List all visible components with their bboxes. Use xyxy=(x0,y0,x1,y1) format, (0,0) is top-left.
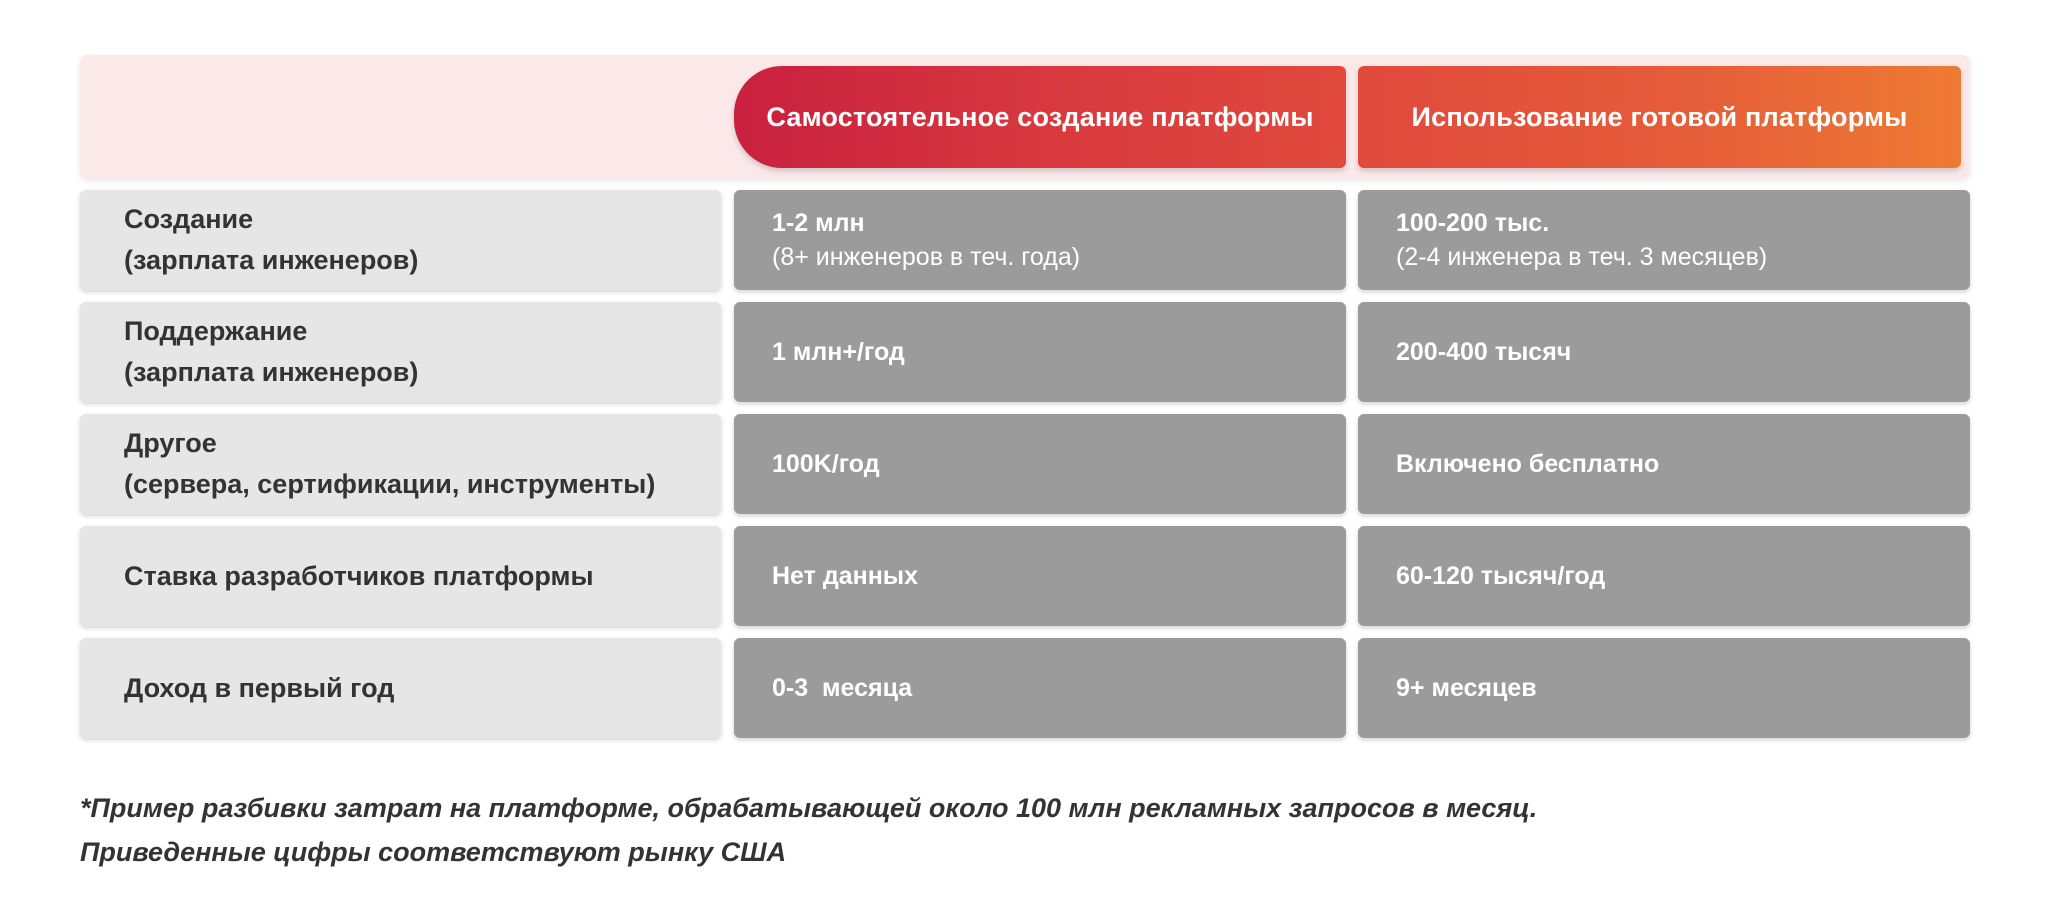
row-label-maintenance xyxy=(80,302,721,402)
footnote-line-1: *Пример разбивки затрат на платформе, обрабатывающей около 100 млн рекламных запросов в месяц. xyxy=(80,793,1538,823)
cell-value: 9+ месяцев xyxy=(1396,674,1537,702)
row-label-subtitle: (сервера, сертификации, инструменты) xyxy=(124,469,656,499)
cell-other-self-build xyxy=(734,414,1346,514)
row-label-subtitle: (зарплата инженеров) xyxy=(124,357,419,387)
row-label-title: Ставка разработчиков платформы xyxy=(124,560,594,591)
cell-value: 0-3 месяца xyxy=(772,674,913,702)
row-label-first-year-income xyxy=(80,638,721,738)
table-row-other xyxy=(80,414,1970,514)
cell-other-ready-platform xyxy=(1358,414,1970,514)
cell-value: 200-400 тысяч xyxy=(1396,338,1572,366)
row-label-creation xyxy=(80,190,721,290)
row-label-developer-rate xyxy=(80,526,721,626)
cell-creation-self-build xyxy=(734,190,1346,290)
footnote-line-2: Приведенные цифры соответствуют рынку США xyxy=(80,837,787,867)
cell-first-year-income-ready-platform xyxy=(1358,638,1970,738)
row-label-subtitle: (зарплата инженеров) xyxy=(124,245,419,275)
cell-note: (2-4 инженера в теч. 3 месяцев) xyxy=(1396,243,1768,271)
row-label-title: Поддержание xyxy=(124,316,308,346)
table-row-first-year-income xyxy=(80,638,1970,738)
cell-value: 100-200 тыс. xyxy=(1396,209,1550,237)
cell-maintenance-self-build xyxy=(734,302,1346,402)
cell-value: 1 млн+/год xyxy=(772,338,905,366)
cell-developer-rate-ready-platform xyxy=(1358,526,1970,626)
cell-note: (8+ инженеров в теч. года) xyxy=(772,243,1081,271)
cell-first-year-income-self-build xyxy=(734,638,1346,738)
row-label-title: Другое xyxy=(124,428,217,458)
table-row-developer-rate xyxy=(80,526,1970,626)
cell-developer-rate-self-build xyxy=(734,526,1346,626)
cell-value: 60-120 тысяч/год xyxy=(1396,562,1606,590)
footnote xyxy=(80,786,1537,874)
cell-value: Нет данных xyxy=(772,562,919,590)
cell-value: Включено бесплатно xyxy=(1396,450,1660,478)
column-header-self-build: Самостоятельное создание платформы xyxy=(734,66,1346,168)
column-header-ready-platform: Использование готовой платформы xyxy=(1358,66,1961,168)
cell-value: 100K/год xyxy=(772,450,880,478)
table-row-creation xyxy=(80,190,1970,290)
cell-creation-ready-platform xyxy=(1358,190,1970,290)
row-label-title: Доход в первый год xyxy=(124,672,395,703)
row-label-other xyxy=(80,414,721,514)
cell-value: 1-2 млн xyxy=(772,209,865,237)
row-label-title: Создание xyxy=(124,204,254,234)
table-row-maintenance xyxy=(80,302,1970,402)
cell-maintenance-ready-platform xyxy=(1358,302,1970,402)
